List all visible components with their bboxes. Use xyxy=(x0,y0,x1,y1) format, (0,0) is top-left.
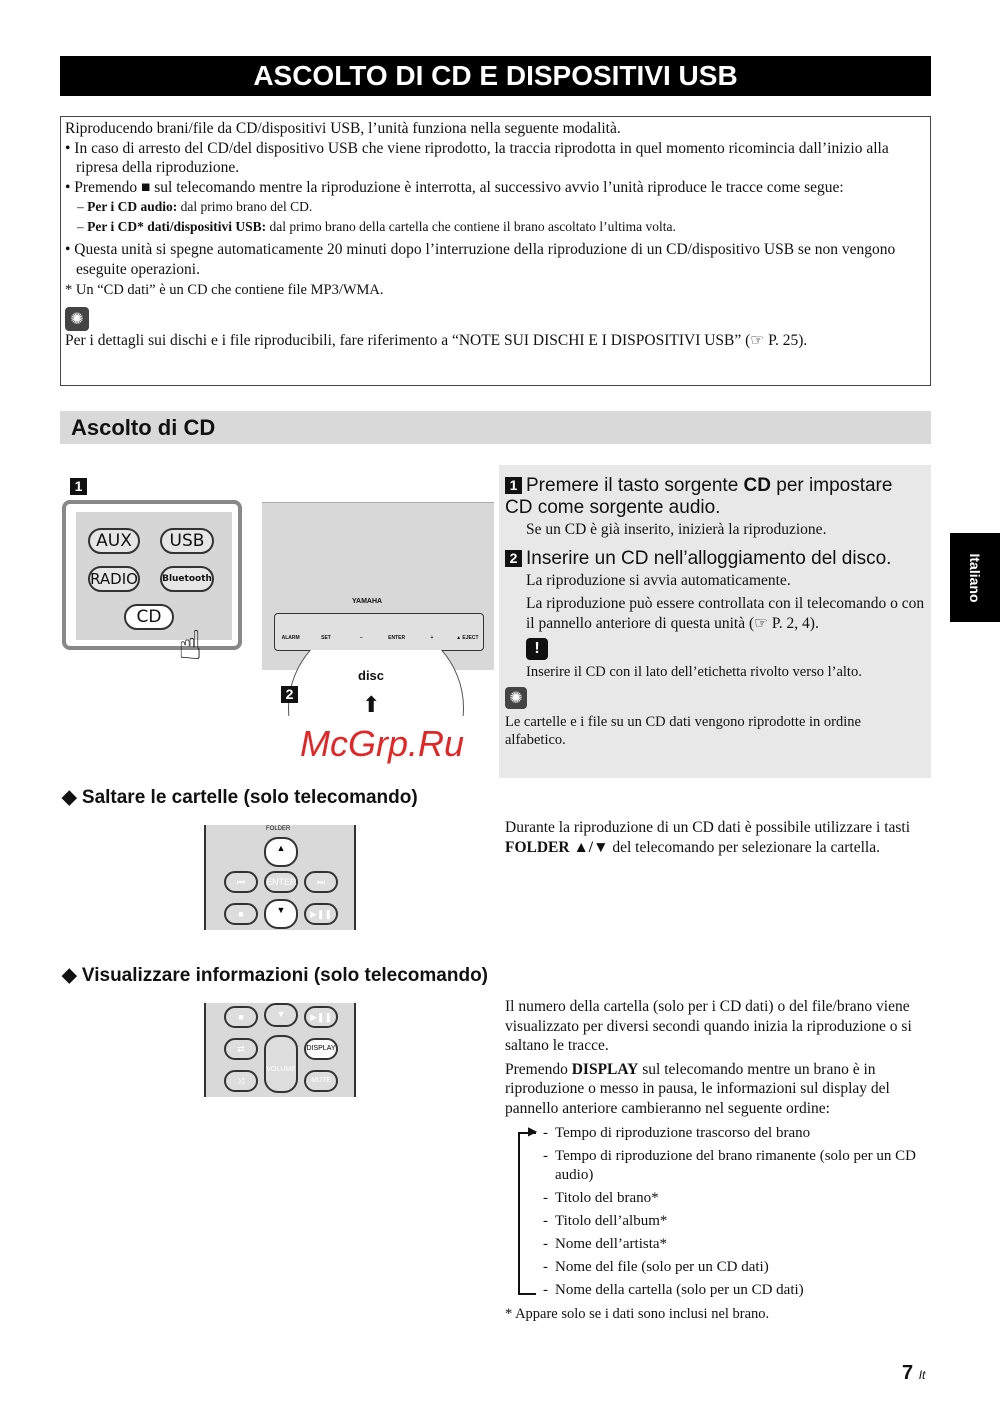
key: ALARM xyxy=(281,635,300,641)
language-label: Italiano xyxy=(967,552,983,603)
cycle-arrow xyxy=(518,1132,536,1295)
display-button: DISPLAY xyxy=(304,1038,338,1060)
play-pause-button: ▶❚❚ xyxy=(304,1006,338,1028)
info-text xyxy=(505,997,927,1118)
stop-button: ■ xyxy=(224,1006,258,1028)
text-bold: FOLDER ▲/▼ xyxy=(505,838,609,856)
intro-bullet: • Premendo ■ sul telecomando mentre la riproduzione è interrotta, al successivo avvio l’unità riproduce le tracce come segue: xyxy=(65,178,844,196)
remote-display-illustration xyxy=(204,1003,356,1097)
key: SET xyxy=(321,635,331,641)
page-title: ASCOLTO DI CD E DISPOSITIVI USB xyxy=(60,56,931,96)
key: ▲ EJECT xyxy=(456,635,479,641)
folder-down-button: ▼ xyxy=(264,1003,298,1027)
mute-button: MUTE xyxy=(304,1070,338,1092)
step-marker: 2 xyxy=(281,686,298,703)
page-num: 7 xyxy=(902,1362,914,1384)
enter-button: ENTER xyxy=(264,871,298,893)
text: sul telecomando mentre un brano è in riproduzione o messo in pausa, le informazioni sul display del pannello anteriore cambieranno nel seguente ordine: xyxy=(505,1060,890,1117)
remote-folder-illustration xyxy=(204,825,356,930)
steps-panel xyxy=(499,465,931,778)
step-text: per impostare CD come sorgente audio. xyxy=(505,475,893,518)
step-text: Inserire un CD nell’alloggiamento del disco. xyxy=(526,547,892,569)
step-1-title xyxy=(505,475,925,519)
list-item: - Nome della cartella (solo per un CD dati) xyxy=(543,1281,928,1300)
section-heading: Ascolto di CD xyxy=(60,411,931,444)
list-item: - Titolo dell’album* xyxy=(543,1212,928,1231)
arrow-up-icon: ⬆ xyxy=(362,692,381,717)
intro-box xyxy=(60,116,931,386)
list-item: - Nome del file (solo per un CD dati) xyxy=(543,1258,928,1277)
text: del telecomando per selezionare la cartella. xyxy=(608,838,880,856)
intro-tip: Per i dettagli sui dischi e i file riproducibili, fare riferimento a “NOTE SUI DISCHI E I DISPOSITIVI USB” (☞ P. 25). xyxy=(65,331,808,349)
step-2-title xyxy=(505,548,925,570)
folder-down-button: ▼ xyxy=(264,899,298,929)
bluetooth-button: Bluetooth xyxy=(160,566,214,592)
step-number: 1 xyxy=(505,477,522,494)
caution-text: Inserire il CD con il lato dell’etichetta rivolto verso l’alto. xyxy=(526,664,862,680)
sub-label: Per i CD audio: xyxy=(87,199,178,214)
footnote: * Appare solo se i dati sono inclusi nel brano. xyxy=(505,1306,770,1322)
shuffle-button: ⤨ xyxy=(224,1070,258,1092)
step-2-text: La riproduzione può essere controllata con il telecomando o con il pannello anteriore di questa unità (☞ P. 2, 4). xyxy=(526,595,925,632)
page-number xyxy=(902,1362,925,1385)
lightbulb-icon: ✺ xyxy=(505,687,527,709)
usb-button: USB xyxy=(160,528,214,554)
aux-button: AUX xyxy=(88,528,140,554)
info-heading: ◆ Visualizzare informazioni (solo telecomando) xyxy=(62,965,489,986)
display-order-list xyxy=(543,1124,928,1304)
repeat-button: ⇄ xyxy=(224,1038,258,1060)
watermark: McGrp.Ru xyxy=(300,723,465,764)
key-row xyxy=(274,635,484,641)
lightbulb-icon: ✺ xyxy=(65,307,89,331)
key: ENTER xyxy=(388,635,406,641)
text: Premendo xyxy=(505,1060,572,1078)
sub-text: dal primo brano della cartella che contiene il brano ascoltato l’ultima volta. xyxy=(266,219,676,234)
text-bold: DISPLAY xyxy=(571,1060,639,1078)
skip-heading: ◆ Saltare le cartelle (solo telecomando) xyxy=(62,787,418,808)
compact-disc-logo: disc xyxy=(358,668,385,683)
list-item: - Titolo del brano* xyxy=(543,1189,928,1208)
tip-text: Le cartelle e i file su un CD dati vengono riprodotte in ordine alfabetico. xyxy=(505,714,861,748)
unit-front-panel xyxy=(262,502,494,670)
sub-label: Per i CD* dati/dispositivi USB: xyxy=(87,219,267,234)
arrow-right-icon: ▶ xyxy=(528,1124,538,1138)
key: − xyxy=(359,635,363,641)
step-2-text: La riproduzione si avvia automaticamente. xyxy=(526,571,791,589)
folder-up-button: ▲ xyxy=(264,837,298,867)
next-button: ⏭ xyxy=(304,871,338,893)
prev-button: ⏮ xyxy=(224,871,258,893)
skip-text xyxy=(505,818,927,857)
list-item: - Tempo di riproduzione del brano rimanente (solo per un CD audio) xyxy=(543,1147,928,1185)
intro-sub: – Per i CD* dati/dispositivi USB: dal primo brano della cartella che contiene il brano ascoltato l’ultima volta. xyxy=(77,219,676,234)
list-item: - Tempo di riproduzione trascorso del brano xyxy=(543,1124,928,1143)
caution-icon: ! xyxy=(526,638,548,660)
language-tab xyxy=(950,533,1000,622)
step-text-bold: CD xyxy=(743,475,771,496)
key: + xyxy=(430,635,434,641)
list-item: - Nome dell’artista* xyxy=(543,1235,928,1254)
callout xyxy=(62,500,242,669)
step-number: 2 xyxy=(505,550,522,567)
step-1-text: Se un CD è già inserito, inizierà la riproduzione. xyxy=(526,521,827,538)
step-text: Premere il tasto sorgente xyxy=(526,475,744,496)
intro-lead: Riproducendo brani/file da CD/dispositivi USB, l’unità funziona nella seguente modalità. xyxy=(65,120,621,137)
intro-sub: – Per i CD audio: dal primo brano del CD. xyxy=(77,199,313,214)
folder-label: FOLDER xyxy=(266,826,291,832)
cd-button: CD xyxy=(124,604,174,630)
hand-pointer-icon: ☝ xyxy=(178,623,203,669)
intro-note: * Un “CD dati” è un CD che contiene file MP3/WMA. xyxy=(65,282,384,298)
page-lang: It xyxy=(918,1368,926,1382)
display xyxy=(274,613,484,651)
heading-text: Saltare le cartelle (solo telecomando) xyxy=(81,787,418,808)
intro-bullet: • Questa unità si spegne automaticamente 20 minuti dopo l’interruzione della riproduzione di un CD/dispositivo USB se non vengono eseguite operazioni. xyxy=(65,241,896,278)
volume-button: VOLUME xyxy=(264,1035,298,1093)
info-paragraph: Il numero della cartella (solo per i CD dati) o del file/brano viene visualizzato per diversi secondi quando inizia la riproduzione o si saltano le tracce. xyxy=(505,998,912,1054)
cd-illustration xyxy=(60,470,500,720)
info-paragraph xyxy=(505,1060,927,1119)
step-marker: 1 xyxy=(70,478,87,495)
text: Durante la riproduzione di un CD dati è possibile utilizzare i tasti xyxy=(505,819,911,836)
heading-text: Visualizzare informazioni (solo telecomando) xyxy=(81,965,489,986)
radio-button: RADIO xyxy=(88,566,140,592)
intro-bullet: • In caso di arresto del CD/del dispositivo USB che viene riprodotto, la traccia riprodotta in quel momento ricomincia dall’inizio alla ripresa della riproduzione. xyxy=(65,139,889,176)
yamaha-logo: YAMAHA xyxy=(352,598,383,605)
stop-button: ■ xyxy=(224,903,258,925)
play-pause-button: ▶❚❚ xyxy=(304,903,338,925)
sub-text: dal primo brano del CD. xyxy=(177,199,313,214)
